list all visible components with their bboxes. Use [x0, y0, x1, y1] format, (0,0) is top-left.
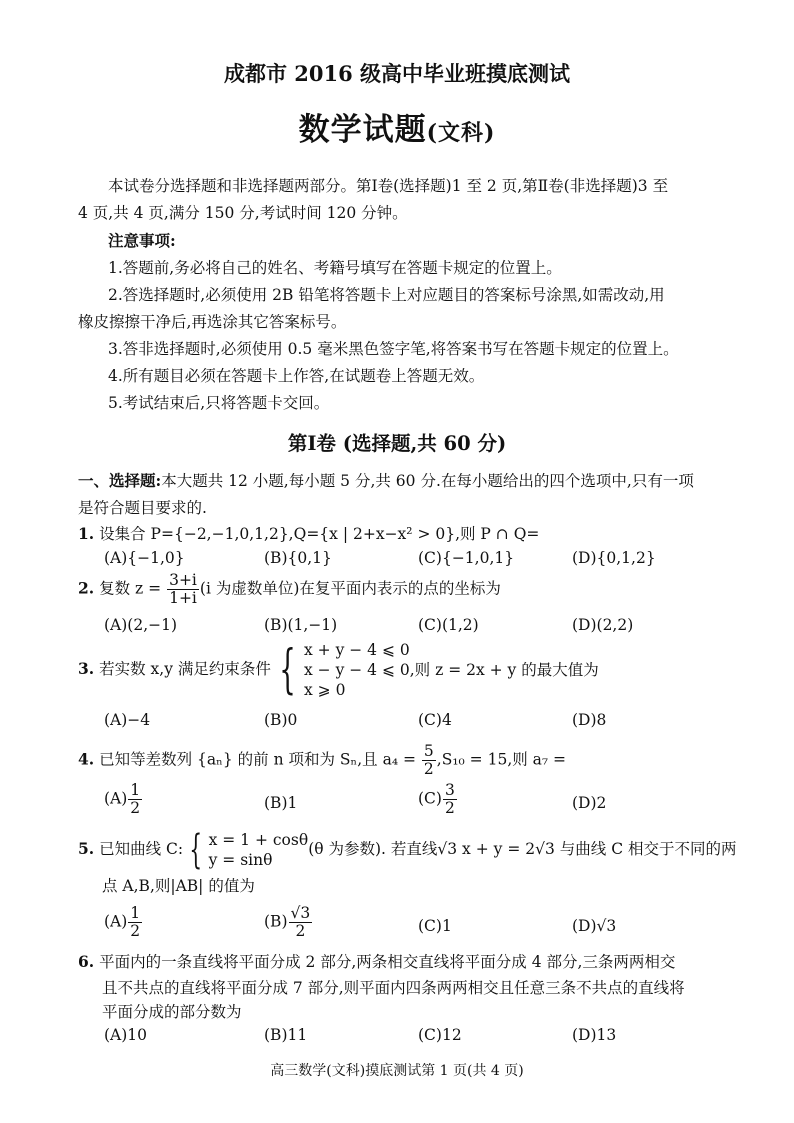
section-desc: 本大题共 12 小题,每小题 5 分,共 60 分.在每小题给出的四个选项中,只有一项 [161, 472, 694, 490]
intro-line-2: 4 页,共 4 页,满分 150 分,考试时间 120 分钟。 [78, 204, 408, 222]
subject-title [0, 104, 794, 149]
section-head: 一、选择题: [78, 471, 162, 490]
question-6-line-2: 且不共点的直线将平面分成 7 部分,则平面内四条两两相交且任意三条不共点的直线将 [102, 979, 685, 997]
question-5-system [209, 830, 309, 870]
question-2 [78, 572, 501, 607]
question-6-number: 6. [78, 952, 95, 971]
q6-option-a: (A)10 [104, 1026, 148, 1044]
q5-option-a-fraction [128, 905, 142, 940]
intro-line-1: 本试卷分选择题和非选择题两部分。第Ⅰ卷(选择题)1 至 2 页,第Ⅱ卷(非选择题)3 至 [108, 177, 669, 195]
question-1-stem: 设集合 P={−2,−1,0,1,2},Q={x | 2+x−x² > 0},则 P ∩ Q= [99, 525, 540, 543]
left-brace: { [279, 640, 296, 700]
question-5-post: (θ 为参数). 若直线√3 x + y = 2√3 与曲线 C 相交于不同的两 [308, 840, 737, 858]
question-4-fraction [422, 743, 436, 778]
left-brace: { [189, 827, 203, 873]
q5-eq-1: x = 1 + cosθ [208, 831, 309, 849]
question-6 [78, 952, 675, 972]
note-4: 4.所有题目必须在答题卡上作答,在试题卷上答题无效。 [108, 367, 485, 385]
q3-constraint-3: x ⩾ 0 [304, 681, 346, 699]
q1-option-c: (C){−1,0,1} [418, 549, 515, 567]
q1-option-d: (D){0,1,2} [572, 549, 656, 567]
q5-b-den: 2 [295, 922, 306, 940]
q4-option-a-fraction [128, 782, 142, 817]
question-4-post: ,S₁₀ = 15,则 a₇ = [436, 750, 567, 769]
q4-c-den: 2 [444, 799, 455, 817]
q5-option-b-label: (B) [264, 912, 288, 931]
q5-eq-2: y = sinθ [208, 851, 273, 869]
q3-option-a: (A)−4 [104, 711, 151, 729]
q3-constraint-1: x + y − 4 ⩽ 0 [304, 641, 410, 659]
q4-option-c [418, 782, 458, 817]
q1-option-b: (B){0,1} [264, 549, 332, 567]
q3-option-b: (B)0 [264, 711, 298, 729]
q1-option-a: (A){−1,0} [104, 549, 185, 567]
question-2-fraction [167, 572, 199, 607]
q5-option-b [264, 905, 313, 940]
q6-option-c: (C)12 [418, 1026, 462, 1044]
question-1-number: 1. [78, 524, 95, 543]
q3-option-c: (C)4 [418, 711, 452, 729]
question-5-number: 5. [78, 839, 95, 858]
note-5: 5.考试结束后,只将答题卡交回。 [108, 394, 330, 412]
question-4-number: 4. [78, 749, 95, 769]
q4-a-num: 1 [130, 781, 141, 799]
question-5-line-2: 点 A,B,则|AB| 的值为 [102, 877, 255, 895]
question-3-system [304, 640, 599, 700]
q5-option-a [104, 905, 143, 940]
question-4-pre: 已知等差数列 {aₙ} 的前 n 项和为 Sₙ,且 a₄ = [99, 750, 416, 769]
q4-option-d: (D)2 [572, 794, 607, 812]
q2-option-d: (D)(2,2) [572, 616, 634, 634]
subject-name: 数学试题 [298, 112, 427, 148]
question-6-line-3: 平面分成的部分数为 [102, 1003, 242, 1021]
question-1 [78, 524, 539, 544]
q5-option-a-label: (A) [104, 912, 128, 931]
q4-frac-num: 5 [423, 742, 434, 760]
note-3: 3.答非选择题时,必须使用 0.5 毫米黑色签字笔,将答案书写在答题卡规定的位置上。 [108, 340, 679, 358]
q2-option-b: (B)(1,−1) [264, 616, 338, 634]
question-3-number: 3. [78, 659, 95, 678]
q5-a-num: 1 [130, 904, 141, 922]
q4-a-den: 2 [130, 799, 141, 817]
q3-option-d: (D)8 [572, 711, 607, 729]
q4-c-num: 3 [444, 781, 455, 799]
subject-tag: (文科) [426, 120, 496, 146]
note-1: 1.答题前,务必将自己的姓名、考籍号填写在答题卡规定的位置上。 [108, 259, 562, 277]
q4-option-b: (B)1 [264, 794, 298, 812]
section-description-1 [78, 471, 694, 491]
note-2b: 橡皮擦擦干净后,再选涂其它答案标号。 [78, 313, 347, 331]
q2-frac-num: 3+i [169, 571, 197, 589]
q4-option-c-label: (C) [418, 789, 442, 808]
question-4 [78, 743, 566, 778]
section-description-2: 是符合题目要求的. [78, 499, 207, 517]
q4-option-a [104, 782, 143, 817]
q2-option-c: (C)(1,2) [418, 616, 479, 634]
q2-option-a: (A)(2,−1) [104, 616, 178, 634]
q5-option-d: (D)√3 [572, 917, 617, 935]
q4-option-c-fraction [443, 782, 457, 817]
question-2-number: 2. [78, 578, 95, 598]
page-footer: 高三数学(文科)摸底测试第 1 页(共 4 页) [270, 1063, 524, 1079]
note-2a: 2.答选择题时,必须使用 2B 铅笔将答题卡上对应题目的答案标号涂黑,如需改动,用 [108, 286, 665, 304]
question-6-line-1: 平面内的一条直线将平面分成 2 部分,两条相交直线将平面分成 4 部分,三条两两相交 [99, 953, 676, 971]
exam-title: 成都市 2016 级高中毕业班摸底测试 [223, 61, 571, 86]
q5-a-den: 2 [130, 922, 141, 940]
q4-frac-den: 2 [423, 760, 434, 778]
question-5 [78, 827, 737, 873]
question-3 [78, 640, 599, 700]
q2-frac-den: 1+i [169, 589, 197, 607]
q6-option-b: (B)11 [264, 1026, 308, 1044]
question-3-pre: 若实数 x,y 满足约束条件 [99, 660, 271, 678]
q6-option-d: (D)13 [572, 1026, 617, 1044]
q4-option-a-label: (A) [104, 789, 128, 808]
q5-option-b-fraction [289, 905, 313, 940]
q5-b-num: √3 [290, 904, 311, 922]
question-5-pre: 已知曲线 C: [99, 840, 184, 858]
section-title: 第Ⅰ卷 (选择题,共 60 分) [287, 432, 507, 455]
q3-constraint-2: x − y − 4 ⩽ 0,则 z = 2x + y 的最大值为 [304, 661, 599, 679]
q5-option-c: (C)1 [418, 917, 452, 935]
question-2-pre: 复数 z = [99, 579, 162, 598]
question-2-post: (i 为虚数单位)在复平面内表示的点的坐标为 [199, 579, 501, 598]
notes-heading: 注意事项: [108, 231, 176, 250]
